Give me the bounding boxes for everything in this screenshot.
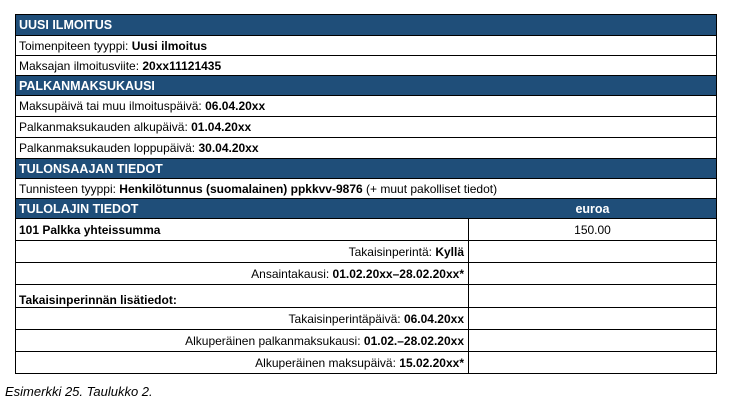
detail-cell [16,330,469,351]
value: 01.04.20xx [191,120,252,134]
row-maksupaiva [16,95,716,116]
income-type: 101 Palkka yhteissumma [19,223,161,237]
row-alkupaiva [16,116,716,137]
row-maksajan-ilmoitusviite [16,55,716,75]
report-table [15,14,717,374]
label: Ansaintakausi: [251,267,333,281]
table-caption: Esimerkki 25. Taulukko 2. [5,384,153,399]
row-lisatiedot-title [16,284,716,307]
section-header-tulolajin-tiedot [16,198,716,218]
header-label: TULOLAJIN TIEDOT [19,202,139,216]
detail-cell [16,308,469,329]
label: Toimenpiteen tyyppi: [19,39,132,53]
extra-title-cell [16,285,469,307]
label: Maksajan ilmoitusviite: [19,59,143,73]
row-income-type [16,218,716,240]
value: 01.02.–28.02.20xx [363,334,464,348]
value: 30.04.20xx [198,141,259,155]
empty-cell [469,352,716,373]
value: Uusi ilmoitus [131,39,208,53]
row-takaisinperintapaiva [16,307,716,329]
label: Palkanmaksukauden alkupäivä: [19,120,192,134]
euro-column-header: euroa [575,202,610,216]
label: Takaisinperintäpäivä: [288,312,404,326]
detail-cell [16,263,469,284]
value: Henkilötunnus (suomalainen) ppkkvv-9876 [119,182,363,196]
section-header-uusi-ilmoitus: UUSI ILMOITUS [16,15,716,35]
suffix: (+ muut pakolliset tiedot) [362,182,498,196]
row-ansaintakausi [16,262,716,284]
empty-cell [469,330,716,351]
extra-title: Takaisinperinnän lisätiedot: [19,293,177,307]
row-alkuperainen-maksupaiva [16,351,716,373]
value: 01.02.20xx–28.02.20xx* [332,267,464,281]
row-alkuperainen-palkanmaksukausi [16,329,716,351]
empty-cell [469,241,716,262]
amount-cell [469,219,716,240]
label: Takaisinperintä: [348,245,436,259]
label: Alkuperäinen palkanmaksukausi: [185,334,364,348]
empty-cell [469,285,716,307]
value: 15.02.20xx* [399,356,464,370]
detail-cell [16,241,469,262]
row-takaisinperinta [16,240,716,262]
value: 06.04.20xx [205,99,266,113]
row-toimenpiteen-tyyppi [16,35,716,55]
detail-cell [16,352,469,373]
section-header-tulonsaajan-tiedot: TULONSAAJAN TIEDOT [16,158,716,178]
label: Tunnisteen tyyppi: [19,182,120,196]
row-loppupaiva [16,137,716,158]
label: Alkuperäinen maksupäivä: [255,356,400,370]
amount: 150.00 [574,223,611,237]
label: Maksupäivä tai muu ilmoituspäivä: [19,99,206,113]
value: Kyllä [435,245,464,259]
income-type-cell [16,219,469,240]
empty-cell [469,263,716,284]
label: Palkanmaksukauden loppupäivä: [19,141,199,155]
value: 20xx11121435 [142,59,222,73]
section-header-palkanmaksukausi: PALKANMAKSUKAUSI [16,75,716,95]
value: 06.04.20xx [403,312,464,326]
empty-cell [469,308,716,329]
row-tunnisteen-tyyppi [16,178,716,198]
